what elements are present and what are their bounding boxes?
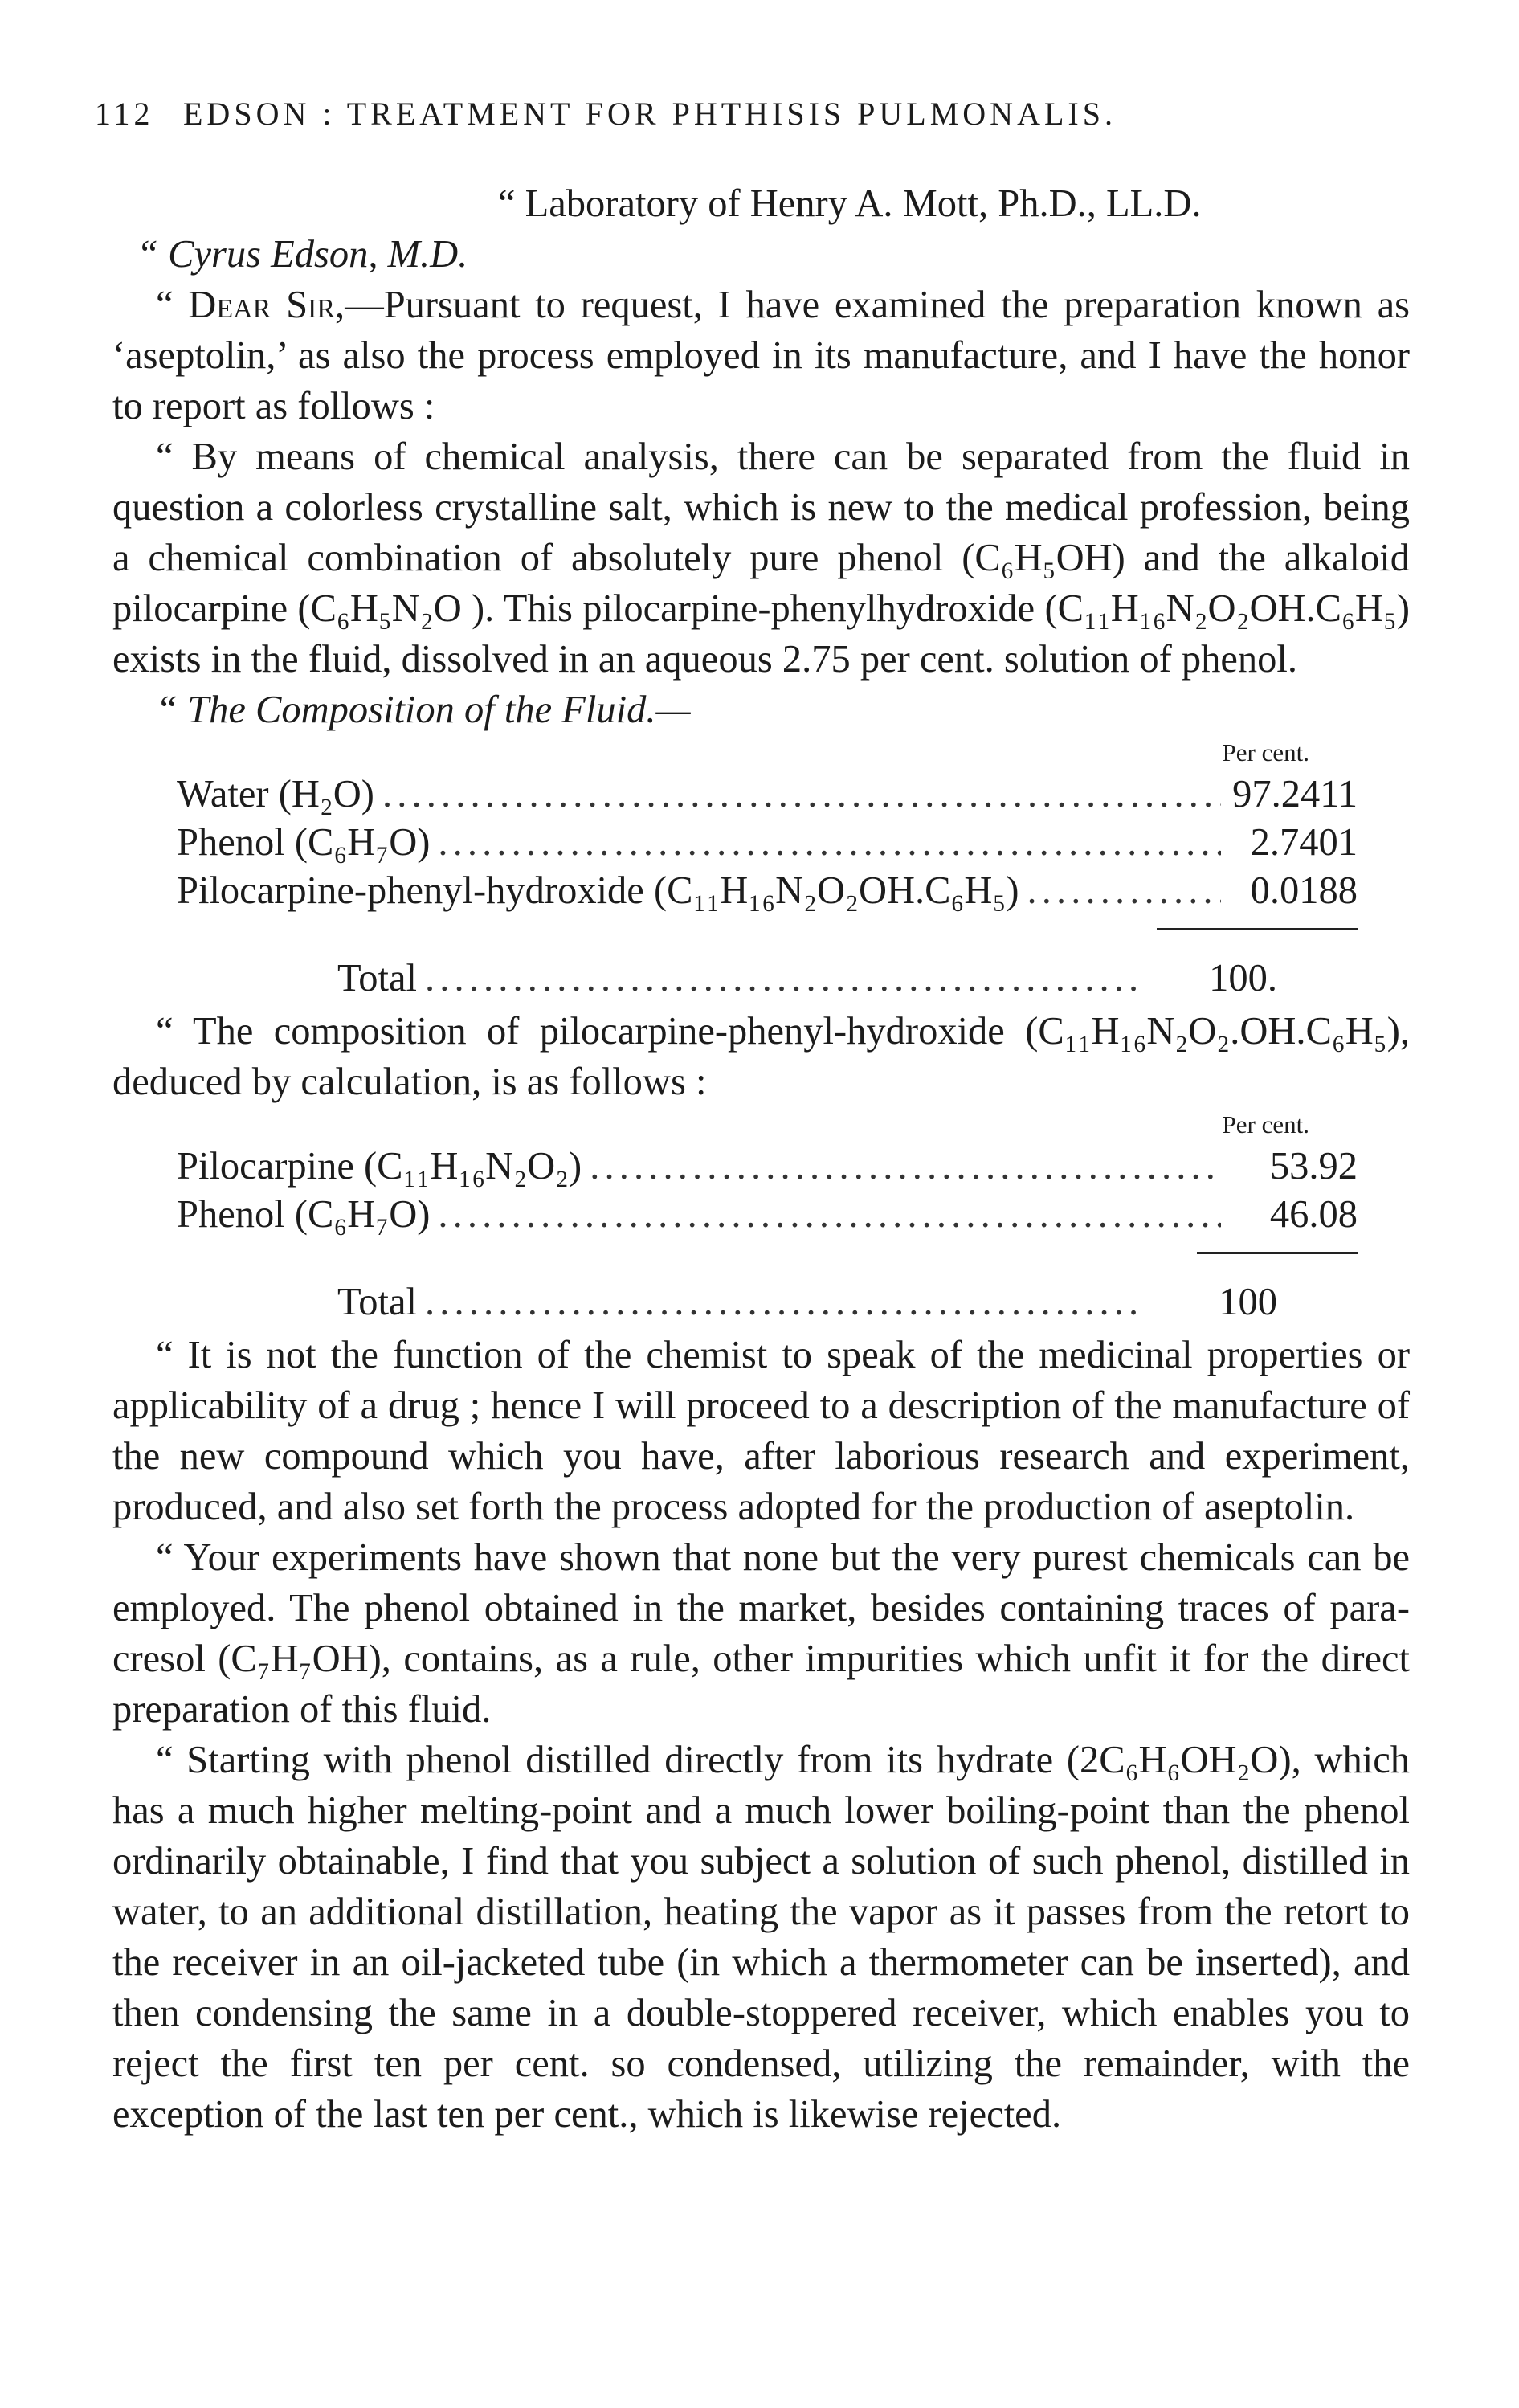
laboratory-line: “ Laboratory of Henry A. Mott, Ph.D., LL.D. [498, 182, 1202, 225]
body-text [112, 178, 1410, 2140]
table-row [177, 817, 1358, 865]
row-label: Pilocarpine (C₁₁H₁₆N₂O₂) [177, 1145, 582, 1188]
row-label: Water (H₂O) [177, 773, 374, 816]
dot-leader [1027, 865, 1221, 916]
intro-paragraph [112, 280, 1410, 431]
row-value: 97.2411 [1232, 773, 1358, 816]
table-row [177, 1141, 1358, 1189]
total-row [337, 953, 1277, 1001]
table-row [177, 865, 1358, 914]
row-value: 2.7401 [1250, 821, 1358, 864]
total-value: 100 [1219, 1281, 1277, 1323]
sum-rule [1197, 1252, 1358, 1254]
unit-label: Per cent. [1222, 738, 1309, 767]
dot-leader [382, 769, 1221, 820]
total-value: 100. [1209, 957, 1277, 1000]
table-row [177, 1189, 1358, 1237]
row-label: Phenol (C₆H₇O) [177, 821, 431, 864]
dot-leader [438, 817, 1221, 868]
dot-leader [590, 1141, 1221, 1192]
unit-label: Per cent. [1222, 1110, 1309, 1139]
row-value: 53.92 [1269, 1145, 1358, 1188]
dot-leader [425, 953, 1141, 1004]
calculated-composition-table [177, 1109, 1358, 1325]
composition-heading: “ The Composition of the Fluid.— [156, 689, 691, 731]
dot-leader [438, 1189, 1221, 1240]
table-row [177, 769, 1358, 817]
row-value: 0.0188 [1250, 869, 1358, 912]
paragraph: “ Your experiments have shown that none but the very purest chemicals can be employed. The phenol obtained in the market, besides containing traces of para-cresol (C₇H₇OH), contains, as a rule, other impurities which unfit it for the direct preparation of this fluid. [112, 1536, 1410, 1731]
total-label: Total [337, 1281, 417, 1323]
intro-text: —Pursuant to request, I have examined the preparation known as ‘aseptolin,’ as also the process employed in its manufacture, and I have the honor to report as follows : [112, 284, 1410, 427]
row-value: 46.08 [1269, 1193, 1358, 1236]
calculation-intro: “ The composition of pilocarpine-phenyl-hydroxide (C₁₁H₁₆N₂O₂.OH.C₆H₅), deduced by calculation, is as follows : [112, 1010, 1410, 1103]
row-label: Phenol (C₆H₇O) [177, 1193, 431, 1236]
page-number: 112 [95, 96, 154, 132]
paragraph: “ Starting with phenol distilled directly from its hydrate (2C₆H₆OH₂O), which has a much higher melting-point and a much lower boiling-point than the phenol ordinarily obtainable, I find that you subject a solution of such phenol, distilled in water, to an additional distillation, heating the vapor as it passes from the retort to the receiver in an oil-jacketed tube (in which a thermometer can be inserted), and then condensing the same in a double-stoppered receiver, which enables you to reject the first ten per cent. so condensed, utilizing the remainder, with the exception of the last ten per cent., which is likewise rejected. [112, 1739, 1410, 2136]
salutation: “ Dear Sir, [156, 284, 345, 326]
paragraph: “ It is not the function of the chemist to speak of the medicinal properties or applicability of a drug ; hence I will proceed to a description of the manufacture of the new compound which you have, after laborious research and experiment, produced, and also set forth the process adopted for the production of aseptolin. [112, 1334, 1410, 1528]
analysis-paragraph: “ By means of chemical analysis, there can be separated from the fluid in question a colorless crystalline salt, which is new to the medical profession, being a chemical combination of absolutely pure phenol (C₆H₅OH) and the alkaloid pilocarpine (C₆H₅N₂O ). This pilocarpine-phenylhydroxide (C₁₁H₁₆N₂O₂OH.C₆H₅) exists in the fluid, dissolved in an aqueous 2.75 per cent. solution of phenol. [112, 435, 1410, 681]
row-label: Pilocarpine-phenyl-hydroxide (C₁₁H₁₆N₂O₂OH.C₆H₅) [177, 869, 1019, 912]
total-label: Total [337, 957, 417, 1000]
sum-rule [1157, 928, 1358, 930]
total-row [337, 1277, 1277, 1325]
fluid-composition-table [177, 737, 1358, 1001]
addressee-line: “ Cyrus Edson, M.D. [137, 233, 468, 276]
dot-leader [425, 1277, 1141, 1327]
running-header [95, 95, 1420, 133]
running-title: EDSON : TREATMENT FOR PHTHISIS PULMONALIS. [183, 96, 1117, 132]
